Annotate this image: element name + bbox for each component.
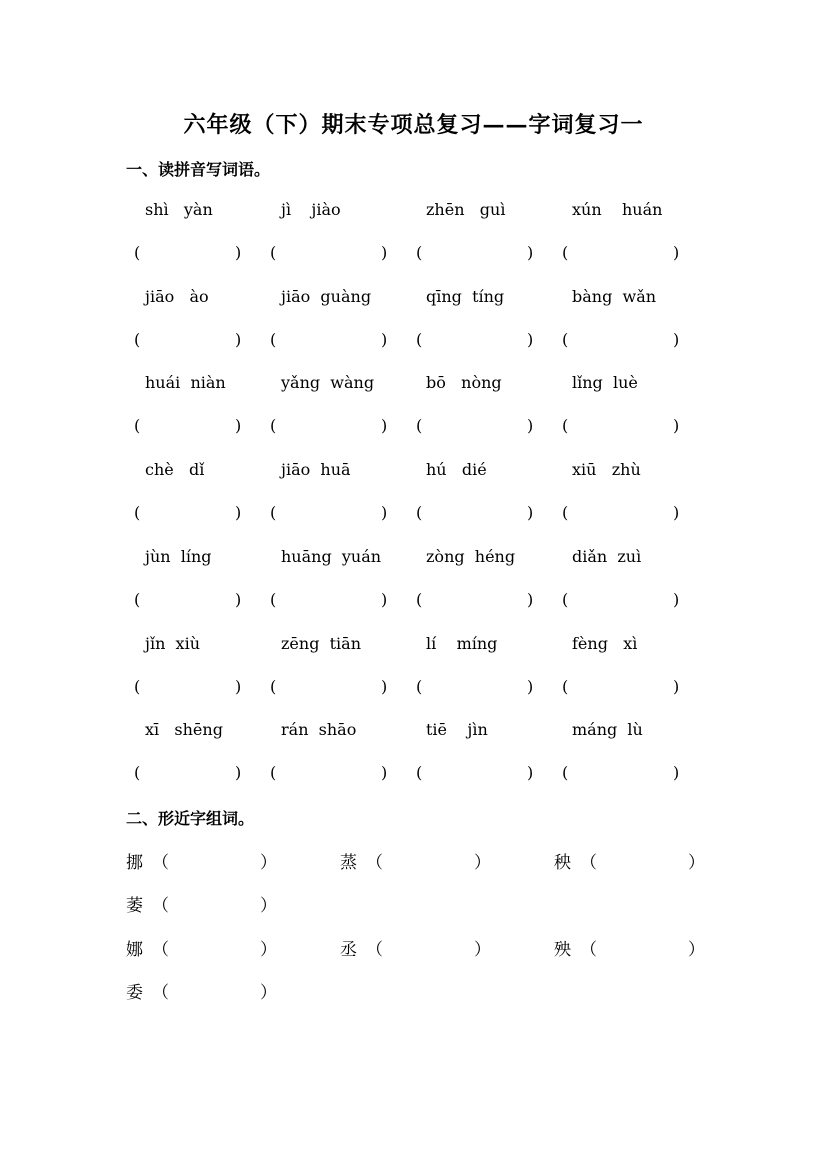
answer-blank[interactable]	[416, 677, 539, 697]
answer-blank[interactable]	[134, 243, 247, 263]
pinyin-prompt: jì jiào	[281, 200, 341, 219]
close-paren: )	[235, 763, 242, 783]
answer-blank-open[interactable]: （	[152, 940, 169, 960]
open-paren: (	[416, 416, 423, 436]
pinyin-prompt: xiū zhù	[572, 460, 641, 480]
close-paren: )	[527, 676, 534, 696]
answer-blank[interactable]	[416, 503, 539, 523]
open-paren: (	[134, 243, 141, 262]
section-1-heading: 一、读拼音写词语。	[126, 160, 271, 179]
close-paren: )	[235, 503, 242, 523]
answer-blank[interactable]	[416, 330, 539, 350]
close-paren: )	[235, 676, 242, 696]
character: 萎	[126, 896, 143, 916]
open-paren: (	[562, 589, 569, 609]
answer-blank[interactable]	[562, 503, 685, 523]
answer-blank[interactable]	[270, 243, 393, 263]
answer-blank[interactable]	[270, 330, 393, 350]
pinyin-prompt: lí míng	[426, 633, 498, 653]
answer-blank[interactable]	[562, 330, 685, 350]
character: 秧	[554, 853, 571, 873]
open-paren: (	[270, 329, 277, 349]
answer-blank[interactable]	[562, 243, 685, 263]
pinyin-prompt: xún huán	[572, 200, 663, 219]
pinyin-prompt: zòng héng	[426, 546, 516, 566]
answer-blank[interactable]	[134, 416, 247, 436]
character-item	[126, 978, 286, 1002]
pinyin-prompt: chè dǐ	[145, 460, 205, 480]
answer-blank[interactable]	[134, 677, 247, 697]
open-paren: (	[416, 676, 423, 696]
character: 委	[126, 983, 143, 1003]
open-paren: (	[270, 763, 277, 783]
close-paren: )	[673, 763, 680, 783]
character-item	[126, 848, 286, 872]
open-paren: (	[270, 243, 277, 262]
open-paren: (	[270, 416, 277, 436]
answer-blank[interactable]	[270, 763, 393, 783]
open-paren: (	[562, 503, 569, 523]
close-paren: )	[527, 763, 534, 783]
character-item	[126, 891, 286, 915]
close-paren: )	[235, 416, 242, 436]
character: 殃	[554, 940, 571, 960]
close-paren: )	[527, 589, 534, 609]
character: 娜	[126, 940, 143, 960]
pinyin-prompt: tiē jìn	[426, 720, 488, 740]
answer-blank-close: ）	[260, 940, 277, 960]
open-paren: (	[416, 589, 423, 609]
answer-blank[interactable]	[416, 243, 539, 263]
answer-blank-close: ）	[260, 896, 277, 916]
character: 挪	[126, 853, 143, 873]
answer-blank-close: ）	[260, 983, 277, 1003]
answer-blank[interactable]	[134, 503, 247, 523]
character-item	[126, 935, 286, 959]
section-2-heading: 二、形近字组词。	[126, 809, 255, 828]
open-paren: (	[134, 503, 141, 523]
answer-blank[interactable]	[270, 590, 393, 610]
pinyin-prompt: bō nòng	[426, 373, 502, 393]
close-paren: )	[381, 589, 388, 609]
pinyin-prompt: hú dié	[426, 460, 487, 480]
pinyin-prompt: shì yàn	[145, 200, 213, 219]
pinyin-prompt: yǎng wàng	[281, 373, 375, 393]
open-paren: (	[270, 589, 277, 609]
pinyin-prompt: zhēn guì	[426, 200, 506, 219]
close-paren: )	[381, 416, 388, 436]
pinyin-prompt: diǎn zuì	[572, 546, 642, 566]
answer-blank-close: ）	[688, 940, 705, 960]
answer-blank-open[interactable]: （	[366, 940, 383, 960]
close-paren: )	[527, 416, 534, 436]
answer-blank-close: ）	[260, 853, 277, 873]
answer-blank-close: ）	[474, 940, 491, 960]
open-paren: (	[270, 676, 277, 696]
answer-blank-close: ）	[688, 853, 705, 873]
answer-blank-open[interactable]: （	[580, 940, 597, 960]
open-paren: (	[134, 763, 141, 783]
close-paren: )	[673, 416, 680, 436]
close-paren: )	[381, 503, 388, 523]
open-paren: (	[134, 416, 141, 436]
answer-blank[interactable]	[416, 590, 539, 610]
open-paren: (	[562, 416, 569, 436]
open-paren: (	[416, 243, 423, 262]
answer-blank[interactable]	[416, 416, 539, 436]
pinyin-prompt: zēng tiān	[281, 633, 362, 653]
answer-blank[interactable]	[270, 503, 393, 523]
answer-blank[interactable]	[562, 416, 685, 436]
answer-blank[interactable]	[134, 763, 247, 783]
open-paren: (	[134, 329, 141, 349]
answer-blank[interactable]	[562, 763, 685, 783]
answer-blank[interactable]	[562, 677, 685, 697]
pinyin-prompt: huái niàn	[145, 373, 226, 393]
pinyin-prompt: rán shāo	[281, 720, 357, 740]
close-paren: )	[673, 329, 680, 349]
character: 丞	[340, 940, 357, 960]
pinyin-prompt: xī shēng	[145, 720, 223, 740]
open-paren: (	[416, 329, 423, 349]
pinyin-prompt: máng lù	[572, 720, 643, 740]
close-paren: )	[673, 503, 680, 523]
open-paren: (	[134, 589, 141, 609]
close-paren: )	[381, 763, 388, 783]
close-paren: )	[381, 676, 388, 696]
pinyin-prompt: qīng tíng	[426, 286, 505, 306]
answer-blank[interactable]	[270, 677, 393, 697]
open-paren: (	[270, 503, 277, 523]
close-paren: )	[381, 329, 388, 349]
character-item	[554, 935, 714, 959]
pinyin-prompt: jiāo huā	[281, 460, 351, 480]
answer-blank-open[interactable]: （	[366, 853, 383, 873]
answer-blank-open[interactable]: （	[152, 896, 169, 916]
close-paren: )	[381, 243, 388, 262]
close-paren: )	[527, 503, 534, 523]
open-paren: (	[134, 676, 141, 696]
close-paren: )	[527, 329, 534, 349]
open-paren: (	[416, 503, 423, 523]
open-paren: (	[562, 329, 569, 349]
close-paren: )	[673, 589, 680, 609]
answer-blank[interactable]	[134, 590, 247, 610]
close-paren: )	[527, 243, 534, 262]
pinyin-prompt: jǐn xiù	[145, 633, 200, 653]
close-paren: )	[235, 243, 242, 262]
answer-blank-close: ）	[474, 853, 491, 873]
character-item	[340, 935, 500, 959]
character: 蒸	[340, 853, 357, 873]
close-paren: )	[235, 589, 242, 609]
close-paren: )	[673, 676, 680, 696]
pinyin-prompt: fèng xì	[572, 633, 638, 653]
answer-blank-open[interactable]: （	[152, 983, 169, 1003]
pinyin-prompt: bàng wǎn	[572, 286, 657, 306]
open-paren: (	[562, 763, 569, 783]
close-paren: )	[235, 329, 242, 349]
pinyin-prompt: jiāo ào	[145, 286, 209, 306]
answer-blank[interactable]	[134, 330, 247, 350]
answer-blank[interactable]	[416, 763, 539, 783]
character-item	[340, 848, 500, 872]
answer-blank-open[interactable]: （	[152, 853, 169, 873]
open-paren: (	[562, 243, 569, 262]
character-item	[554, 848, 714, 872]
pinyin-prompt: jiāo guàng	[281, 286, 372, 306]
open-paren: (	[416, 763, 423, 783]
pinyin-prompt: huāng yuán	[281, 546, 382, 566]
page-title: 六年级（下）期末专项总复习——字词复习一	[183, 112, 644, 138]
pinyin-prompt: lǐng luè	[572, 373, 638, 393]
answer-blank-open[interactable]: （	[580, 853, 597, 873]
pinyin-prompt: jùn líng	[145, 546, 212, 566]
answer-blank[interactable]	[562, 590, 685, 610]
answer-blank[interactable]	[270, 416, 393, 436]
open-paren: (	[562, 676, 569, 696]
close-paren: )	[673, 243, 680, 262]
